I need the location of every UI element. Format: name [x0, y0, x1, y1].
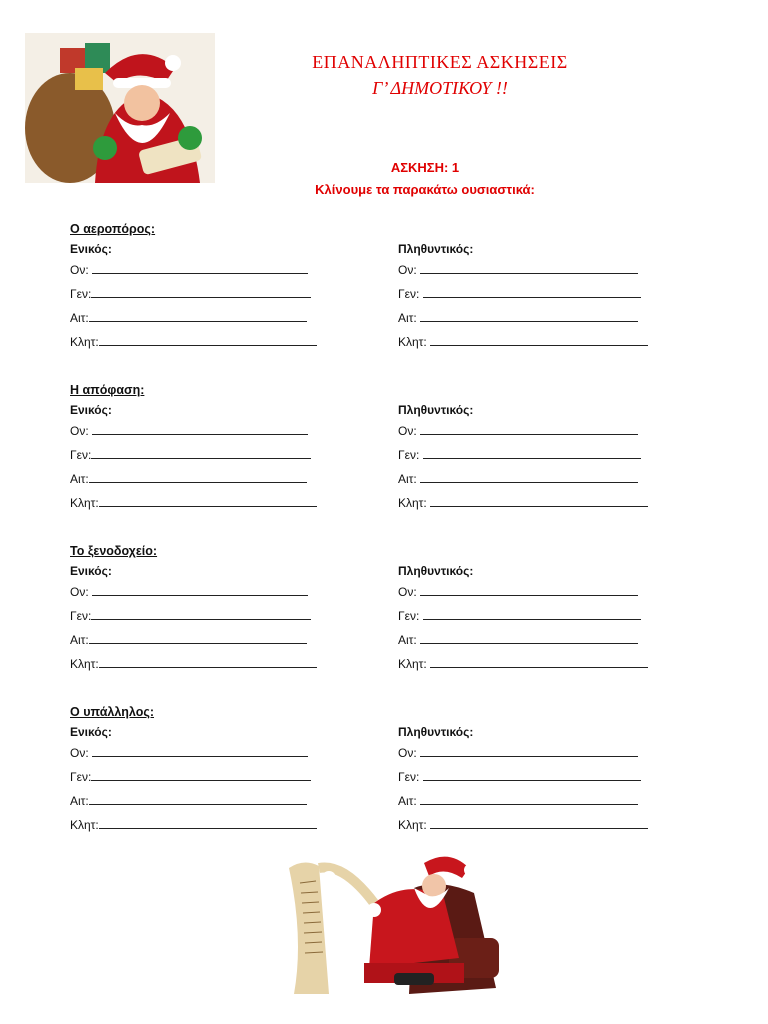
case-label-voc: Κλητ:	[70, 335, 99, 349]
answer-line-plural-nom[interactable]	[420, 423, 638, 435]
answer-line-plural-nom[interactable]	[420, 584, 638, 596]
answer-line-singular-acc[interactable]	[89, 793, 307, 805]
answer-line-singular-acc[interactable]	[89, 632, 307, 644]
answer-line-singular-gen[interactable]	[91, 447, 311, 459]
answer-line-plural-voc[interactable]	[430, 334, 648, 346]
exercise-instruction: Κλίνουμε τα παρακάτω ουσιαστικά:	[315, 182, 535, 197]
case-label-nom: Ον:	[398, 746, 417, 760]
plural-heading: Πληθυντικός:	[398, 725, 474, 739]
case-label-voc: Κλητ:	[70, 657, 99, 671]
answer-line-plural-gen[interactable]	[423, 769, 641, 781]
answer-line-singular-voc[interactable]	[99, 656, 317, 668]
case-label-gen: Γεν:	[398, 770, 420, 784]
answer-line-plural-gen[interactable]	[423, 286, 641, 298]
case-label-voc: Κλητ:	[398, 496, 427, 510]
noun-section-4	[70, 705, 670, 845]
case-label-nom: Ον:	[70, 746, 89, 760]
case-label-gen: Γεν:	[70, 448, 92, 462]
answer-line-plural-voc[interactable]	[430, 495, 648, 507]
case-label-gen: Γεν:	[70, 770, 92, 784]
noun-label: Το ξενοδοχείο:	[70, 544, 158, 558]
case-label-voc: Κλητ:	[398, 818, 427, 832]
case-label-voc: Κλητ:	[70, 496, 99, 510]
case-label-acc: Αιτ:	[398, 794, 417, 808]
case-label-gen: Γεν:	[70, 287, 92, 301]
answer-line-singular-gen[interactable]	[91, 286, 311, 298]
case-label-acc: Αιτ:	[398, 472, 417, 486]
answer-line-singular-nom[interactable]	[92, 262, 308, 274]
answer-line-singular-gen[interactable]	[91, 769, 311, 781]
answer-line-plural-gen[interactable]	[423, 608, 641, 620]
case-label-nom: Ον:	[398, 585, 417, 599]
exercise-heading: ΑΣΚΗΣΗ: 1	[390, 160, 460, 175]
case-label-nom: Ον:	[70, 585, 89, 599]
page-subtitle: Γ’ ΔΗΜΟΤΙΚΟΥ !!	[372, 78, 508, 98]
case-label-gen: Γεν:	[70, 609, 92, 623]
noun-section-2	[70, 383, 670, 523]
case-label-nom: Ον:	[70, 263, 89, 277]
answer-line-plural-acc[interactable]	[420, 471, 638, 483]
case-label-voc: Κλητ:	[398, 335, 427, 349]
answer-line-singular-gen[interactable]	[91, 608, 311, 620]
singular-heading: Ενικός:	[70, 564, 112, 578]
santa-image-top	[25, 33, 215, 183]
answer-line-plural-acc[interactable]	[420, 793, 638, 805]
case-label-voc: Κλητ:	[398, 657, 427, 671]
noun-label: Η απόφαση:	[70, 383, 145, 397]
case-label-acc: Αιτ:	[70, 472, 89, 486]
case-label-nom: Ον:	[70, 424, 89, 438]
case-label-voc: Κλητ:	[70, 818, 99, 832]
answer-line-singular-voc[interactable]	[99, 495, 317, 507]
case-label-acc: Αιτ:	[70, 311, 89, 325]
case-label-gen: Γεν:	[398, 448, 420, 462]
noun-label: Ο αεροπόρος:	[70, 222, 156, 236]
plural-heading: Πληθυντικός:	[398, 564, 474, 578]
case-label-acc: Αιτ:	[70, 794, 89, 808]
answer-line-singular-voc[interactable]	[99, 817, 317, 829]
santa-image-bottom	[234, 848, 514, 994]
answer-line-plural-voc[interactable]	[430, 817, 648, 829]
page-title: ΕΠΑΝΑΛΗΠΤΙΚΕΣ ΑΣΚΗΣΕΙΣ	[312, 52, 568, 72]
singular-heading: Ενικός:	[70, 403, 112, 417]
answer-line-singular-nom[interactable]	[92, 584, 308, 596]
noun-section-3	[70, 544, 670, 684]
noun-label: Ο υπάλληλος:	[70, 705, 155, 719]
answer-line-singular-voc[interactable]	[99, 334, 317, 346]
answer-line-singular-acc[interactable]	[89, 471, 307, 483]
case-label-acc: Αιτ:	[70, 633, 89, 647]
case-label-nom: Ον:	[398, 424, 417, 438]
case-label-acc: Αιτ:	[398, 633, 417, 647]
answer-line-plural-acc[interactable]	[420, 310, 638, 322]
answer-line-singular-acc[interactable]	[89, 310, 307, 322]
case-label-nom: Ον:	[398, 263, 417, 277]
answer-line-plural-voc[interactable]	[430, 656, 648, 668]
singular-heading: Ενικός:	[70, 725, 112, 739]
noun-section-1	[70, 222, 670, 362]
answer-line-plural-gen[interactable]	[423, 447, 641, 459]
answer-line-singular-nom[interactable]	[92, 423, 308, 435]
plural-heading: Πληθυντικός:	[398, 242, 474, 256]
answer-line-plural-nom[interactable]	[420, 745, 638, 757]
case-label-acc: Αιτ:	[398, 311, 417, 325]
plural-heading: Πληθυντικός:	[398, 403, 474, 417]
answer-line-singular-nom[interactable]	[92, 745, 308, 757]
case-label-gen: Γεν:	[398, 609, 420, 623]
answer-line-plural-nom[interactable]	[420, 262, 638, 274]
singular-heading: Ενικός:	[70, 242, 112, 256]
case-label-gen: Γεν:	[398, 287, 420, 301]
answer-line-plural-acc[interactable]	[420, 632, 638, 644]
